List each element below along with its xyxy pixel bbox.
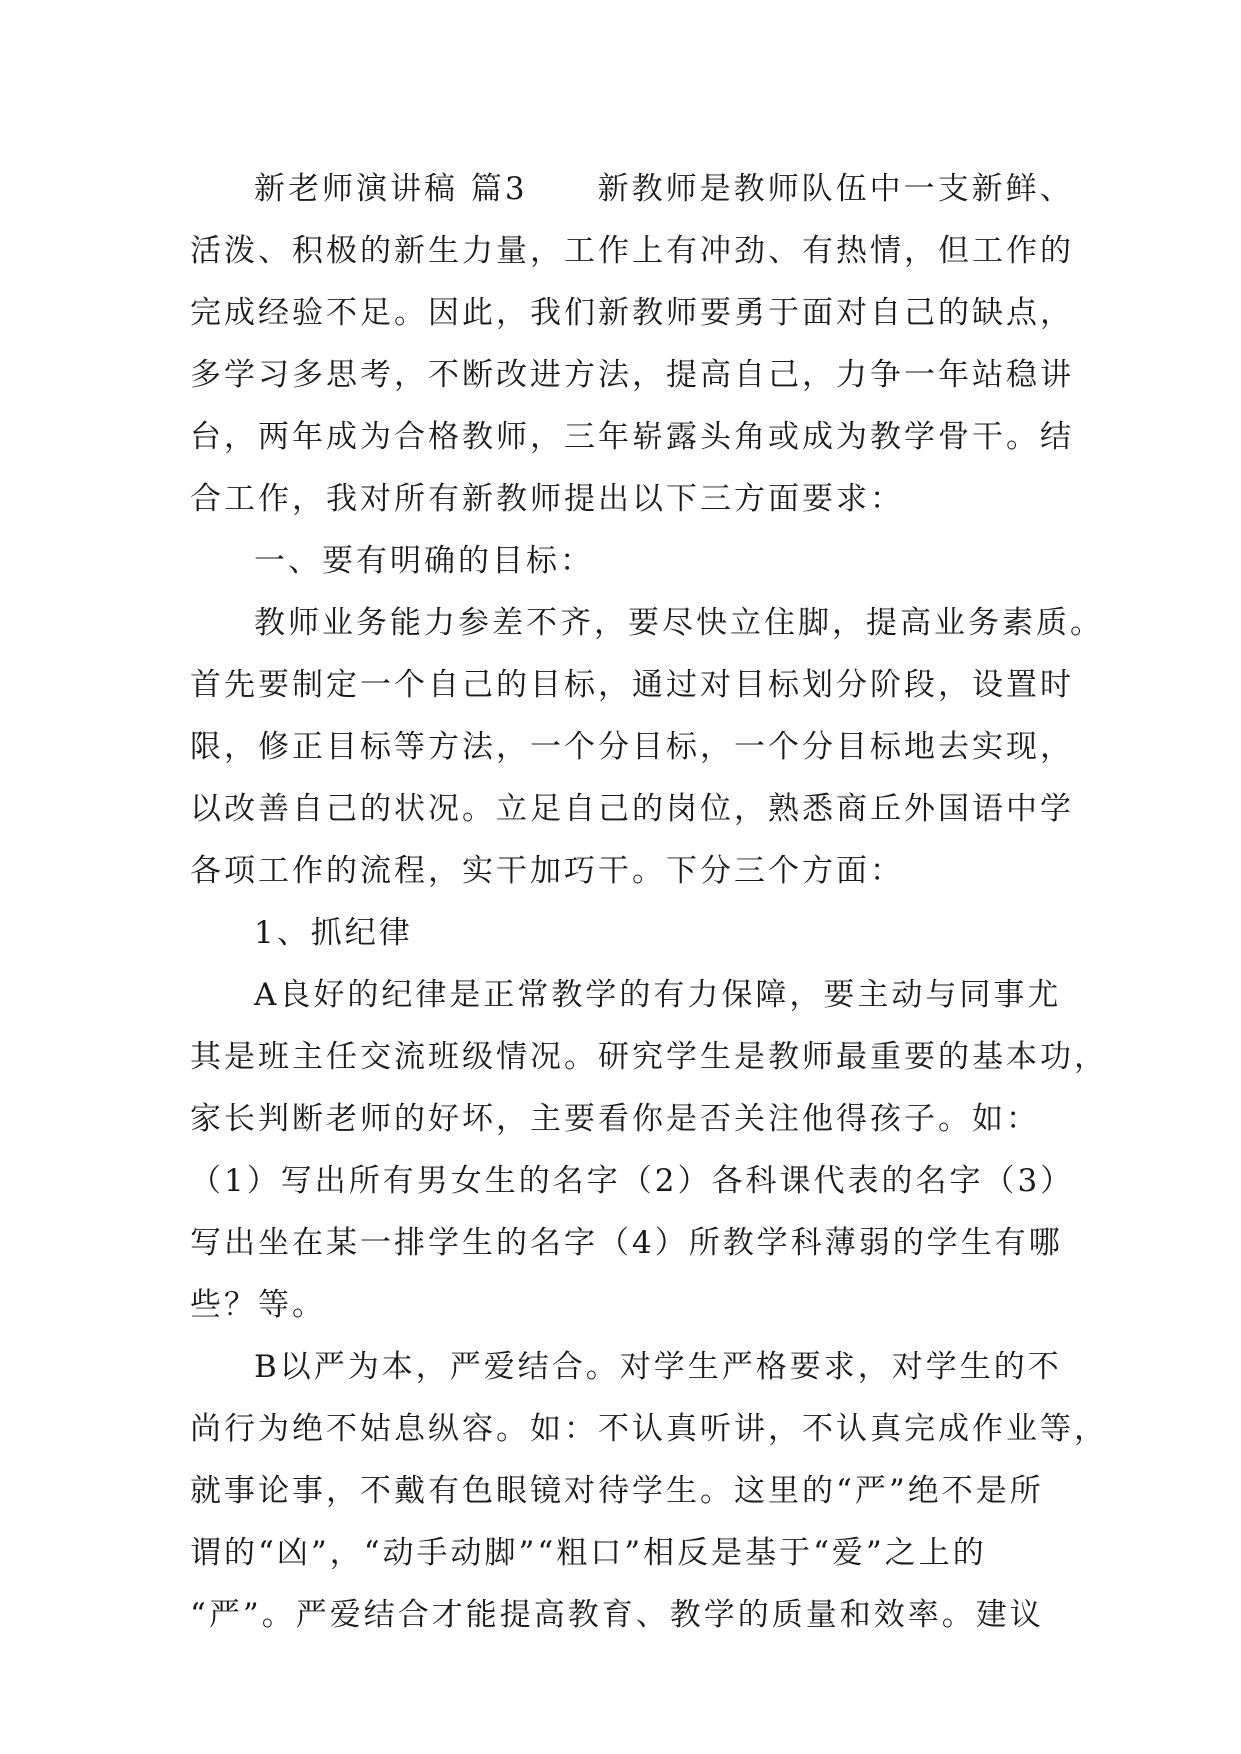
paragraph-line: 各项工作的流程，实干加巧干。下分三个方面： bbox=[190, 853, 904, 889]
paragraph-line: 限，修正目标等方法，一个分目标，一个分目标地去实现， bbox=[190, 729, 1074, 765]
paragraph-line: （1）写出所有男女生的名字（2）各科课代表的名字（3） bbox=[190, 1163, 1075, 1199]
paragraph-line: 多学习多思考，不断改进方法，提高自己，力争一年站稳讲 bbox=[190, 357, 1074, 393]
paragraph-text: 新教师是教师队伍中一支新鲜、 bbox=[597, 171, 1074, 207]
paragraph-line: B以严为本，严爱结合。对学生严格要求，对学生的不 bbox=[254, 1349, 1062, 1385]
section-heading: 一、要有明确的目标： bbox=[254, 543, 594, 579]
paragraph-line: “严”。严爱结合才能提高教育、教学的质量和效率。建议 bbox=[190, 1597, 1044, 1633]
paragraph-line: 写出坐在某一排学生的名字（4）所教学科薄弱的学生有哪 bbox=[190, 1225, 1063, 1261]
paragraph-line: 首先要制定一个自己的目标，通过对目标划分阶段，设置时 bbox=[190, 667, 1074, 703]
paragraph-line: 些？等。 bbox=[190, 1287, 326, 1323]
document-body bbox=[190, 158, 1108, 1646]
paragraph-line: 完成经验不足。因此，我们新教师要勇于面对自己的缺点， bbox=[190, 295, 1074, 331]
paragraph-line: 其是班主任交流班级情况。研究学生是教师最重要的基本功， bbox=[190, 1039, 1108, 1075]
paragraph-line: A良好的纪律是正常教学的有力保障，要主动与同事尤 bbox=[254, 977, 1062, 1013]
paragraph-line: 家长判断老师的好坏，主要看你是否关注他得孩子。如： bbox=[190, 1101, 1040, 1137]
subsection-heading: 1、抓纪律 bbox=[254, 915, 413, 951]
paragraph-line: 谓的“凶”，“动手动脚”“粗口”相反是基于“爱”之上的 bbox=[190, 1535, 987, 1571]
paragraph-line: 教师业务能力参差不齐，要尽快立住脚，提高业务素质。 bbox=[254, 605, 1104, 641]
paragraph-line: 活泼、积极的新生力量，工作上有冲劲、有热情，但工作的 bbox=[190, 233, 1074, 269]
paragraph-line: 就事论事，不戴有色眼镜对待学生。这里的“严”绝不是所 bbox=[190, 1473, 1044, 1509]
paragraph-line: 合工作，我对所有新教师提出以下三方面要求： bbox=[190, 481, 904, 517]
article-heading: 新老师演讲稿 篇3 bbox=[254, 171, 528, 207]
paragraph-line: 以改善自己的状况。立足自己的岗位，熟悉商丘外国语中学 bbox=[190, 791, 1074, 827]
paragraph-line: 尚行为绝不姑息纵容。如：不认真听讲，不认真完成作业等， bbox=[190, 1411, 1108, 1447]
paragraph-line bbox=[190, 158, 1074, 220]
paragraph-line: 台，两年成为合格教师，三年崭露头角或成为教学骨干。结 bbox=[190, 419, 1074, 455]
